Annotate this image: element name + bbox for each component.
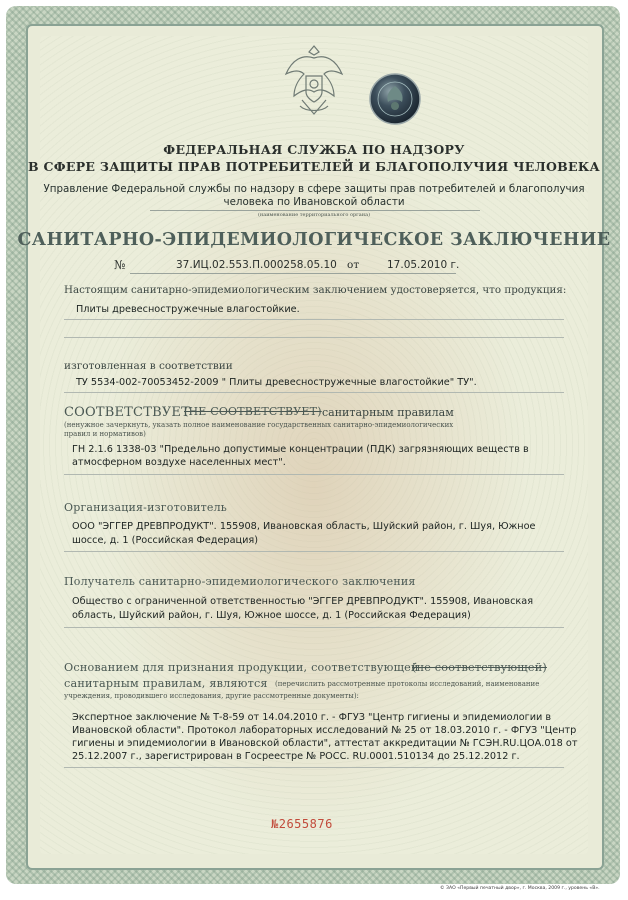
rules-line1: ГН 2.1.6 1338-03 "Предельно допустимые концентрации (ПДК) загрязняющих веществ в	[72, 444, 529, 455]
conforms-word: СООТВЕТСТВУЕТ	[64, 405, 190, 420]
maker-line2: шоссе, д. 1 (Российская Федерация)	[72, 535, 259, 546]
number-underline	[130, 273, 456, 274]
intro-text: Настоящим санитарно-эпидемиологическим заключением удостоверяется, что продукция:	[64, 284, 567, 296]
made-underline	[64, 392, 564, 393]
made-label: изготовленная в соответствии	[64, 360, 233, 372]
conforms-tail: санитарным правилам	[322, 406, 454, 419]
printer-imprint: © ЗАО «Первый печатный двор», г. Москва, 2009 г., уровень «В».	[440, 886, 600, 891]
product-underline-2	[64, 337, 564, 338]
recipient-line2: область, Шуйский район, г. Шуя, Южное шоссе, д. 1 (Российская Федерация)	[72, 610, 471, 621]
department-line1: Управление Федеральной службы по надзору в сфере защиты прав потребителей и благополучия	[43, 183, 585, 195]
basis-text-line1: Экспертное заключение № Т-8-59 от 14.04.2010 г. - ФГУЗ "Центр гигиены и эпидемиологии в	[72, 712, 552, 723]
product-underline-1	[64, 319, 564, 320]
hologram-seal-icon	[368, 72, 422, 126]
number-label: №	[114, 258, 126, 272]
basis-text-line2: Ивановской области". Протокол лабораторных исследований № 25 от 18.03.2010 г. - ФГУЗ "Центр	[72, 725, 577, 736]
not-conforms-word: (НЕ СООТВЕТСТВУЕТ)	[184, 405, 322, 418]
recipient-label: Получатель санитарно-эпидемиологического заключения	[64, 575, 416, 588]
basis-line1: Основанием для признания продукции, соответствующей	[64, 661, 419, 674]
document-date: 17.05.2010 г.	[387, 259, 460, 271]
maker-line1: ООО "ЭГГЕР ДРЕВПРОДУКТ". 155908, Ивановская область, Шуйский район, г. Шуя, Южное	[72, 521, 536, 532]
basis-underline	[64, 767, 564, 768]
recipient-line1: Общество с ограниченной ответственностью "ЭГГЕР ДРЕВПРОДУКТ". 155908, Ивановская	[72, 596, 534, 607]
rules-line2: атмосферном воздухе населенных мест".	[72, 457, 286, 468]
document-title: САНИТАРНО-ЭПИДЕМИОЛОГИЧЕСКОЕ ЗАКЛЮЧЕНИЕ	[17, 230, 611, 250]
product-name: Плиты древесностружечные влагостойкие.	[76, 304, 300, 315]
rules-note-line2: правил и нормативов)	[64, 430, 146, 438]
document-number: 37.ИЦ.02.553.П.000258.05.10	[176, 259, 337, 271]
department-note: (наименование территориального органа)	[257, 212, 371, 218]
coat-of-arms-icon	[282, 40, 346, 122]
rules-underline	[64, 474, 564, 475]
basis-text-line4: 25.12.2007 г., зарегистрирован в Госреестре № РОСС. RU.0001.510134 до 25.12.2012 г.	[72, 751, 520, 762]
basis-note-line3: учреждения, проводившего исследования, другие рассмотренные документы):	[64, 692, 359, 700]
recipient-underline	[64, 627, 564, 628]
basis-text-line3: гигиены и эпидемиологии в Ивановской области", аттестат аккредитации № ГСЭН.RU.ЦОА.018 от	[72, 738, 578, 749]
maker-underline	[64, 551, 564, 552]
serial-number: №2655876	[271, 817, 333, 831]
date-label: от	[347, 259, 360, 271]
basis-line2: санитарным правилам, являются	[64, 677, 268, 690]
department-line2: человека по Ивановской области	[223, 196, 405, 208]
basis-note-line2: (перечислить рассмотренные протоколы исследований, наименование	[275, 680, 540, 688]
basis-not-conforming: (не соответствующей)	[412, 661, 547, 674]
maker-label: Организация-изготовитель	[64, 501, 227, 514]
rules-note-line1: (ненужное зачеркнуть, указать полное наименование государственных санитарно-эпидемиологических	[64, 421, 454, 429]
department-underline	[150, 210, 480, 211]
made-per-spec: ТУ 5534-002-70053452-2009 " Плиты древесностружечные влагостойкие" ТУ".	[76, 377, 477, 388]
agency-name-line2: В СФЕРЕ ЗАЩИТЫ ПРАВ ПОТРЕБИТЕЛЕЙ И БЛАГОПОЛУЧИЯ ЧЕЛОВЕКА	[27, 159, 601, 174]
agency-name-line1: ФЕДЕРАЛЬНАЯ СЛУЖБА ПО НАДЗОРУ	[163, 142, 465, 157]
